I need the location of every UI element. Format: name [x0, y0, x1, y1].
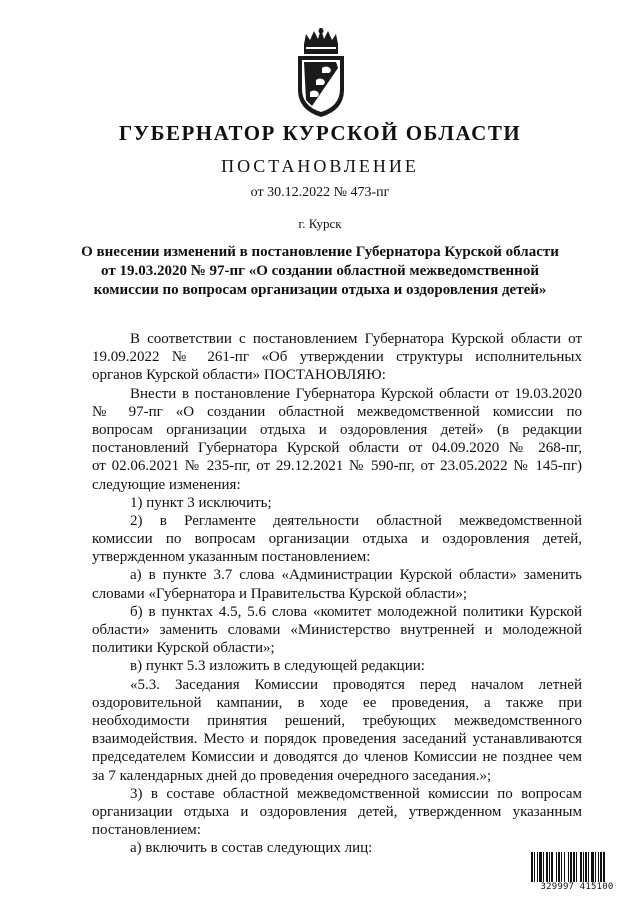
body-paragraph [92, 676, 582, 785]
paragraph-line: политики Курской области»; [92, 640, 275, 657]
title-line: О внесении изменений в постановление Губернатора Курской области [81, 244, 559, 260]
paragraph-line: комиссии по вопросам организации отдыха и оздоровления детей, [92, 531, 582, 548]
paragraph-line: 2) в Регламенте деятельности областной межведомственной [130, 512, 582, 529]
paragraph-line: а) включить в состав следующих лиц: [130, 840, 373, 857]
barcode [531, 852, 623, 892]
barcode-bars [531, 852, 623, 882]
paragraph-line: председателем Комиссии и доводятся до членов Комиссии не позднее чем [92, 749, 582, 766]
barcode-number: 329997 415100 [531, 882, 623, 892]
body-paragraph [92, 839, 582, 857]
paragraph-line: постановлений Губернатора Курской области от 04.09.2020 № 268-пг, [92, 440, 582, 457]
body-paragraph [92, 657, 582, 675]
paragraph-line: а) в пункте 3.7 слова «Администрации Курской области» заменить [130, 567, 582, 584]
document-date-number: от 30.12.2022 № 473-пг [250, 185, 390, 200]
paragraph-line: следующие изменения: [92, 476, 241, 493]
paragraph-line: б) в пунктах 4.5, 5.6 слова «комитет молодежной политики Курской [130, 603, 582, 620]
paragraph-line: организации отдыха и оздоровления детей, утвержденном указанным [92, 803, 582, 820]
body-paragraph [92, 603, 582, 658]
paragraph-line: В соответствии с постановлением Губернатора Курской области от [130, 331, 582, 347]
paragraph-line: необходимости принятия решений, требующих межведомственного [92, 712, 582, 729]
paragraph-line: Внести в постановление Губернатора Курской области от 19.03.2020 [130, 385, 582, 402]
paragraph-line: области» заменить словами «Министерство внутренней и молодежной [92, 622, 582, 638]
body-paragraph [92, 566, 582, 602]
body-paragraph [92, 385, 582, 494]
title-line: комиссии по вопросам организации отдыха и оздоровления детей» [93, 282, 547, 298]
paragraph-line: вопросам организации отдыха и оздоровления детей» (в редакции [92, 421, 582, 438]
document-type: ПОСТАНОВЛЕНИЕ [221, 156, 419, 176]
issuing-authority: ГУБЕРНАТОР КУРСКОЙ ОБЛАСТИ [118, 121, 522, 145]
paragraph-line: постановлением: [92, 822, 201, 839]
paragraph-line: «5.3. Заседания Комиссии проводятся перед началом летней [130, 676, 582, 693]
document-title [60, 243, 580, 300]
body-paragraph [92, 785, 582, 840]
kursk-coat-of-arms-icon [292, 28, 350, 118]
paragraph-line: утвержденном указанным постановлением: [92, 549, 371, 566]
paragraph-line: оздоровительной кампании, в ходе ее проведения, а также при [92, 694, 582, 711]
paragraph-line: 19.09.2022 № 261-пг «Об утверждении структуры исполнительных [92, 349, 582, 366]
body-paragraph [92, 512, 582, 567]
paragraph-line: 1) пункт 3 исключить; [130, 494, 272, 511]
paragraph-line: взаимодействия. Место и порядок проведения заседаний устанавливаются [92, 731, 582, 748]
body-paragraph [92, 330, 582, 385]
title-line: от 19.03.2020 № 97-пг «О создании областной межведомственной [101, 263, 539, 279]
paragraph-line: № 97-пг «О создании областной межведомственной комиссии по [92, 403, 582, 420]
body-paragraph [92, 494, 582, 512]
paragraph-line: за 7 календарных дней до проведения очередного заседания.»; [92, 767, 492, 784]
paragraph-line: в) пункт 5.3 изложить в следующей редакции: [130, 658, 425, 675]
paragraph-line: органов Курской области» ПОСТАНОВЛЯЮ: [92, 367, 386, 384]
document-body [92, 330, 582, 857]
paragraph-line: от 02.06.2021 № 235-пг, от 29.12.2021 № 590-пг, от 23.05.2022 № 145-пг) [92, 458, 582, 475]
paragraph-line: словами «Губернатора и Правительства Курской области»; [92, 585, 468, 602]
paragraph-line: 3) в составе областной межведомственной комиссии по вопросам [130, 785, 582, 802]
document-city: г. Курск [298, 216, 342, 231]
